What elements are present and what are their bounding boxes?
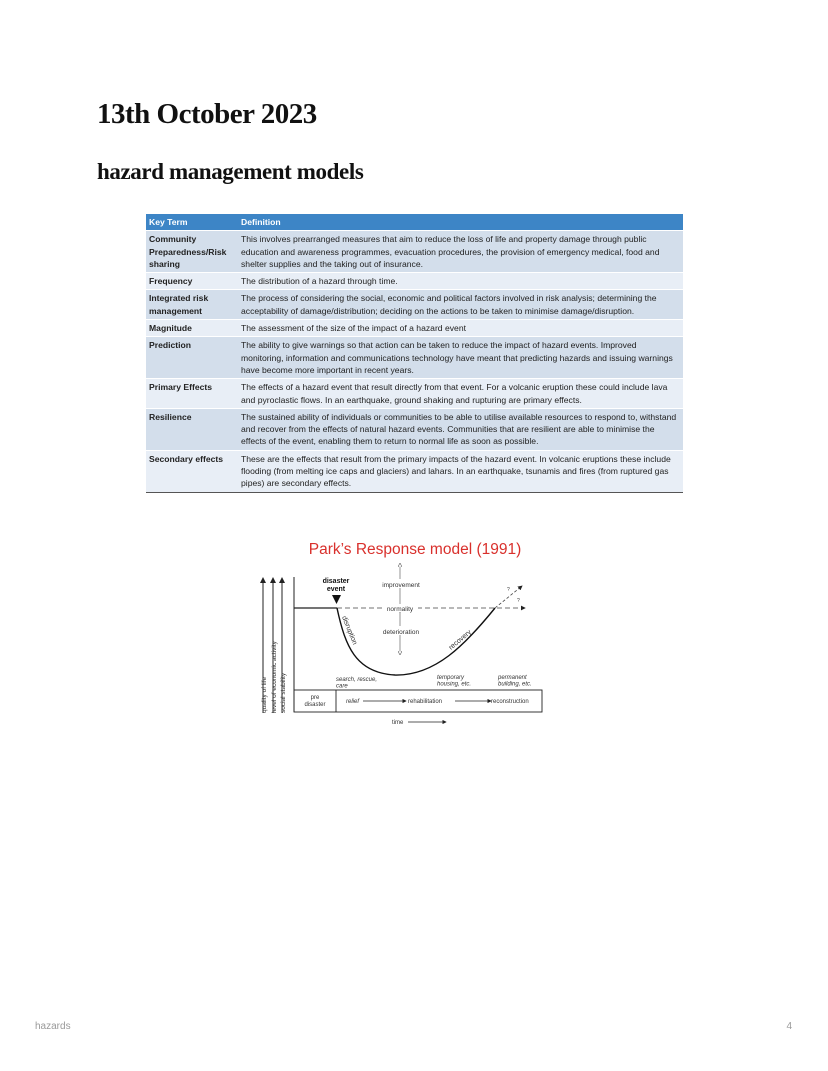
table-row <box>146 290 683 320</box>
header-key-term: Key Term <box>146 214 238 231</box>
definition-cell: The ability to give warnings so that action can be taken to reduce the impact of hazard events. Improved monitoring, information and communications technology have meant that predicting hazards and issuing warnings have become more important in recent years. <box>238 337 683 379</box>
page-number: 4 <box>786 1021 792 1032</box>
key-terms-table <box>146 214 683 493</box>
disaster-event-marker <box>332 595 341 604</box>
diagram-title: Park’s Response model (1991) <box>308 541 522 558</box>
term-cell: Magnitude <box>146 320 238 337</box>
definition-cell: The distribution of a hazard through time. <box>238 273 683 290</box>
table-row <box>146 450 683 492</box>
rehabilitation-label: rehabilitation <box>408 699 443 705</box>
y-label-quality: quality of life <box>261 676 268 713</box>
table-row <box>146 379 683 409</box>
permanent-building-label: permanent building, etc. <box>498 675 532 688</box>
page-title: 13th October 2023 <box>97 98 317 130</box>
y-label-social: social stability <box>280 672 287 713</box>
temporary-housing-label: temporary housing, etc. <box>437 675 472 688</box>
improvement-label: improvement <box>382 582 420 589</box>
term-cell: Frequency <box>146 273 238 290</box>
definition-cell: This involves prearranged measures that aim to reduce the loss of life and property damage through public education and awareness programmes, evacuation procedures, the provision of emergency medical, food and shelter supplies and the taking out of insurance. <box>238 231 683 273</box>
term-cell: Community Preparedness/Risk sharing <box>146 231 238 273</box>
time-axis-label: time <box>392 720 404 726</box>
footer-notebook-name: hazards <box>35 1021 71 1032</box>
relief-label: relief <box>346 699 360 705</box>
table-row <box>146 320 683 337</box>
table-row <box>146 337 683 379</box>
definition-cell: The effects of a hazard event that result directly from that event. For a volcanic eruption these could include lava and pyroclastic flows. In an earthquake, ground shaking and rupturing are primary effects. <box>238 379 683 409</box>
term-cell: Prediction <box>146 337 238 379</box>
disaster-event-label: disaster event <box>322 578 350 593</box>
recovery-label: recovery <box>447 628 473 652</box>
pre-disaster-label: pre disaster <box>304 695 326 708</box>
term-cell: Integrated risk management <box>146 290 238 320</box>
definition-cell: The assessment of the size of the impact of a hazard event <box>238 320 683 337</box>
reconstruction-label: reconstruction <box>491 699 529 705</box>
normality-label: normality <box>386 606 414 613</box>
definition-cell: The process of considering the social, economic and political factors involved in risk analysis; determining the acceptability of damage/distribution; deciding on the actions to be taken to minimise damage/disruption. <box>238 290 683 320</box>
y-label-economic: level of economic activity <box>271 641 278 713</box>
table-row <box>146 231 683 273</box>
response-curve <box>337 608 495 675</box>
term-cell: Secondary effects <box>146 450 238 492</box>
table-row <box>146 273 683 290</box>
deterioration-label: deterioration <box>382 629 420 636</box>
parks-response-model-diagram <box>255 535 555 735</box>
table-row <box>146 408 683 450</box>
term-cell: Resilience <box>146 408 238 450</box>
table-header-row <box>146 214 683 231</box>
disruption-label: disruption <box>340 615 359 646</box>
header-definition: Definition <box>238 214 683 231</box>
definition-cell: The sustained ability of individuals or communities to be able to utilise available resources to respond to, withstand and recover from the effects of natural hazard events. Communities that are resilient are able to minimise the effects of the event, enabling them to return to normal life as soon as possible. <box>238 408 683 450</box>
question-mark-lower: ? <box>517 598 520 604</box>
term-cell: Primary Effects <box>146 379 238 409</box>
search-rescue-label: search, rescue, care <box>336 677 378 690</box>
question-mark-upper: ? <box>507 587 510 593</box>
definition-cell: These are the effects that result from the primary impacts of the hazard event. In volcanic eruptions these include flooding (from melting ice caps and glaciers) and lahars. In an earthquake, tsunamis and fires (from ruptured gas pipes) are secondary effects. <box>238 450 683 492</box>
section-heading: hazard management models <box>97 159 364 184</box>
